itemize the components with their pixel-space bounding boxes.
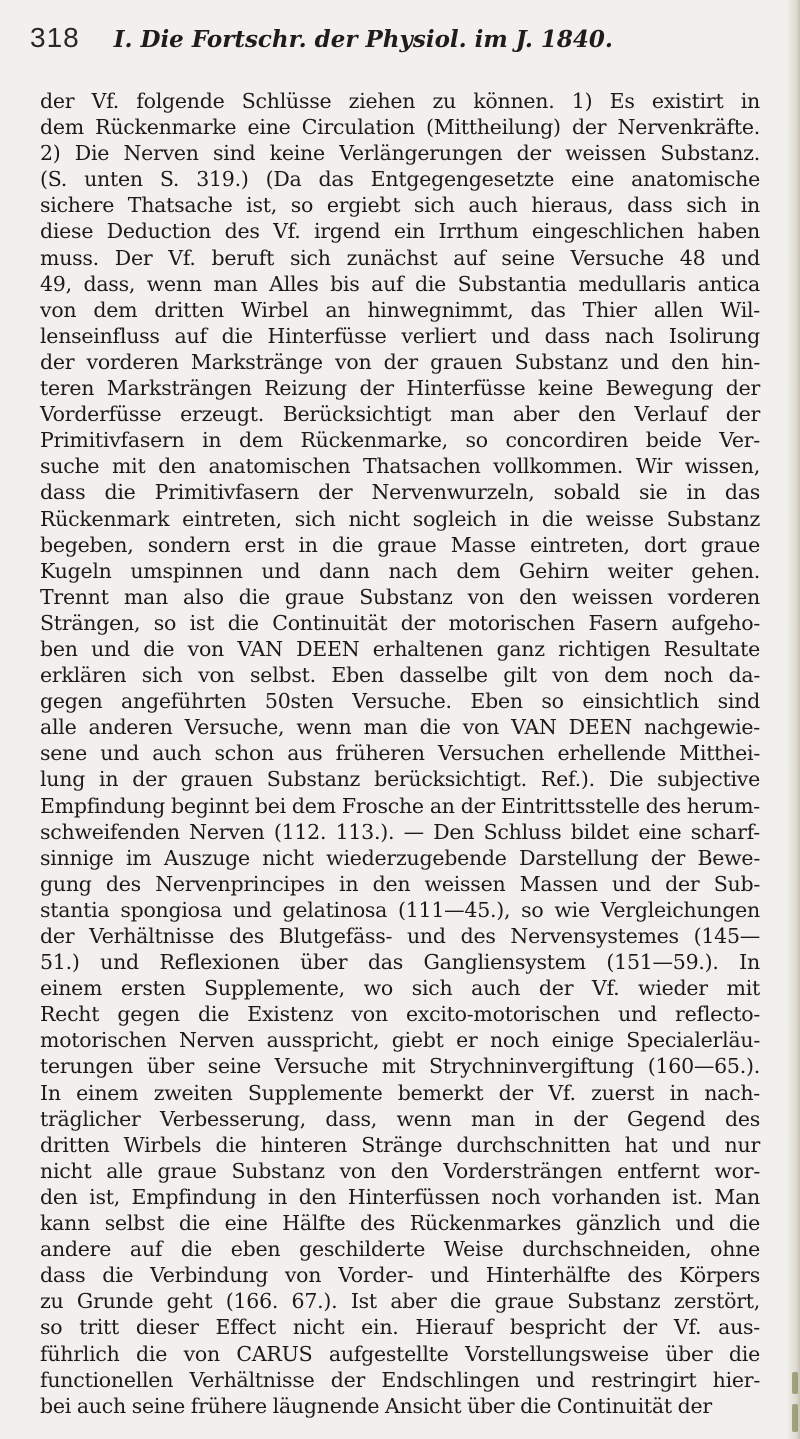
text-line: motorischen Nerven ausspricht, giebt er noch einige Specialerläu- <box>40 1028 760 1053</box>
text-line: diese Deduction des Vf. irgend ein Irrthum eingeschlichen haben <box>40 219 760 244</box>
text-line: terungen über seine Versuche mit Strychninvergiftung (160—65.). <box>40 1054 760 1079</box>
text-line: dem Rückenmarke eine Circulation (Mittheilung) der Nervenkräfte. <box>40 115 760 140</box>
text-line: andere auf die eben geschilderte Weise durchschneiden, ohne <box>40 1237 760 1262</box>
page-header <box>30 22 730 60</box>
text-line: functionellen Verhältnisse der Endschlingen und restringirt hier- <box>40 1367 760 1392</box>
text-line: begeben, sondern erst in die graue Masse eintreten, dort graue <box>40 532 760 557</box>
text-line: lung in der grauen Substanz berücksichtigt. Ref.). Die subjective <box>40 767 760 792</box>
text-line: dass die Primitivfasern der Nervenwurzeln, sobald sie in das <box>40 480 760 505</box>
text-line: muss. Der Vf. beruft sich zunächst auf seine Versuche 48 und <box>40 245 760 270</box>
body-text <box>40 88 760 1419</box>
text-line: nicht alle graue Substanz von den Vordersträngen entfernt wor- <box>40 1158 760 1183</box>
text-line: (S. unten S. 319.) (Da das Entgegengesetzte eine anatomische <box>40 167 760 192</box>
text-line: alle anderen Versuche, wenn man die von VAN DEEN nachgewie- <box>40 715 760 740</box>
text-line: den ist, Empfindung in den Hinterfüssen noch vorhanden ist. Man <box>40 1184 760 1209</box>
text-line: Empfindung beginnt bei dem Frosche an der Eintrittsstelle des herum- <box>40 793 760 818</box>
text-line: 51.) und Reflexionen über das Gangliensystem (151—59.). In <box>40 950 760 975</box>
text-line: ben und die von VAN DEEN erhaltenen ganz richtigen Resultate <box>40 636 760 661</box>
text-line: sene und auch schon aus früheren Versuchen erhellende Mitthei- <box>40 741 760 766</box>
text-line: Recht gegen die Existenz von excito-motorischen und reflecto- <box>40 1002 760 1027</box>
page-edge-mark <box>792 1404 798 1432</box>
page-number: 318 <box>30 22 80 53</box>
text-line: gegen angeführten 50sten Versuche. Eben so einsichtlich sind <box>40 689 760 714</box>
text-line: von dem dritten Wirbel an hinwegnimmt, das Thier allen Wil- <box>40 297 760 322</box>
text-line: Primitivfasern in dem Rückenmarke, so concordiren beide Ver- <box>40 428 760 453</box>
text-line: Rückenmark eintreten, sich nicht sogleich in die weisse Substanz <box>40 506 760 531</box>
text-line: so tritt dieser Effect nicht ein. Hierauf bespricht der Vf. aus- <box>40 1315 760 1340</box>
text-line: kann selbst die eine Hälfte des Rückenmarkes gänzlich und die <box>40 1211 760 1236</box>
text-line: Trennt man also die graue Substanz von den weissen vorderen <box>40 584 760 609</box>
page-edge-mark <box>792 1372 798 1394</box>
text-line: sichere Thatsache ist, so ergiebt sich auch hieraus, dass sich in <box>40 193 760 218</box>
text-line: teren Marksträngen Reizung der Hinterfüsse keine Bewegung der <box>40 376 760 401</box>
text-line: lenseinfluss auf die Hinterfüsse verliert und dass nach Isolirung <box>40 323 760 348</box>
text-line: sinnige im Auszuge nicht wiederzugebende Darstellung der Bewe- <box>40 845 760 870</box>
text-line: einem ersten Supplemente, wo sich auch der Vf. wieder mit <box>40 976 760 1001</box>
text-line: der Vf. folgende Schlüsse ziehen zu können. 1) Es existirt in <box>40 89 760 113</box>
text-line: dritten Wirbels die hinteren Stränge durchschnitten hat und nur <box>40 1132 760 1157</box>
text-line: Strängen, so ist die Continuität der motorischen Fasern aufgeho- <box>40 610 760 635</box>
text-line: der vorderen Markstränge von der grauen Substanz und den hin- <box>40 349 760 374</box>
text-line: 2) Die Nerven sind keine Verlängerungen der weissen Substanz. <box>40 141 760 166</box>
text-line: Kugeln umspinnen und dann nach dem Gehirn weiter gehen. <box>40 558 760 583</box>
text-line: erklären sich von selbst. Eben dasselbe gilt von dem noch da- <box>40 663 760 688</box>
text-line: bei auch seine frühere läugnende Ansicht über die Continuität der <box>40 1393 712 1418</box>
text-line: schweifenden Nerven (112. 113.). — Den Schluss bildet eine scharf- <box>40 819 760 844</box>
text-line: suche mit den anatomischen Thatsachen vollkommen. Wir wissen, <box>40 454 760 479</box>
text-line: stantia spongiosa und gelatinosa (111—45.), so wie Vergleichungen <box>40 897 760 922</box>
text-line: führlich die von CARUS aufgestellte Vorstellungsweise über die <box>40 1341 760 1366</box>
text-line: gung des Nervenprincipes in den weissen Massen und der Sub- <box>40 871 760 896</box>
text-line: der Verhältnisse des Blutgefäss- und des Nervensystemes (145— <box>40 924 760 948</box>
text-line: Vorderfüsse erzeugt. Berücksichtigt man aber den Verlauf der <box>40 402 760 427</box>
text-line: träglicher Verbesserung, dass, wenn man in der Gegend des <box>40 1106 760 1131</box>
text-line: dass die Verbindung von Vorder- und Hinterhälfte des Körpers <box>40 1263 760 1288</box>
page-edge-shadow <box>786 0 800 1439</box>
running-title: I. Die Fortschr. der Physiol. im J. 1840. <box>113 26 613 53</box>
text-line: In einem zweiten Supplemente bemerkt der Vf. zuerst in nach- <box>40 1080 760 1105</box>
text-line: zu Grunde geht (166. 67.). Ist aber die graue Substanz zerstört, <box>40 1289 760 1314</box>
text-line: 49, dass, wenn man Alles bis auf die Substantia medullaris antica <box>40 271 760 296</box>
